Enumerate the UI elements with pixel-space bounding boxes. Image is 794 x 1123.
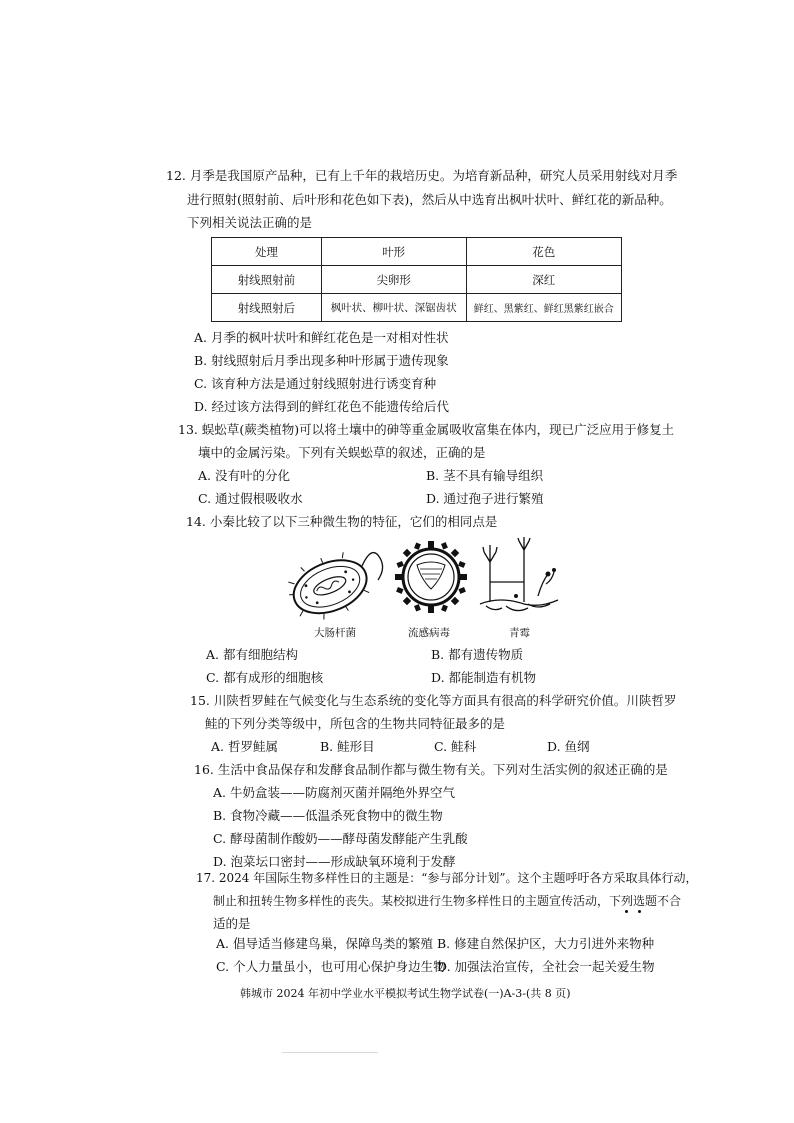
- figure-label-penicillium: 青霉: [509, 627, 530, 639]
- q14-option-c: C. 都有成形的细胞核: [206, 670, 324, 685]
- table-cell: 尖卵形: [321, 266, 466, 294]
- q17-option-c: C. 个人力量虽小，也可用心保护身边生物: [216, 959, 446, 974]
- q17-stem-line2: 制止和扭转生物多样性的丧失。某校拟进行生物多样性日的主题宣传活动，下列选题不合: [213, 894, 682, 908]
- q16-option-c: C. 酵母菌制作酸奶——酵母菌发酵能产生乳酸: [213, 831, 468, 846]
- table-row: [212, 266, 622, 294]
- table-cell: 枫叶状、柳叶状、深锯齿状: [321, 294, 466, 322]
- q15-option-c: C. 鲑科: [434, 739, 477, 754]
- q14-stem-line1: 14. 小秦比较了以下三种微生物的特征，它们的相同点是: [186, 514, 498, 529]
- e-coli-figure: [282, 540, 388, 622]
- q15-option-a: A. 哲罗鲑属: [211, 739, 278, 754]
- table-cell: 射线照射后: [212, 294, 322, 322]
- emphasis-dot: [638, 910, 641, 913]
- table-cell: 深红: [466, 266, 622, 294]
- q15-stem-line2: 鲑的下列分类等级中，所包含的生物共同特征最多的是: [205, 716, 506, 731]
- table-cell: 射线照射前: [212, 266, 322, 294]
- q16-stem-line1: 16. 生活中食品保存和发酵食品制作都与微生物有关。下列对生活实例的叙述正确的是: [194, 762, 668, 777]
- page-footer: 韩城市 2024 年初中学业水平模拟考试生物学试卷(一)A-3-(共 8 页): [240, 987, 571, 1000]
- q16-option-d: D. 泡菜坛口密封——形成缺氧环境利于发酵: [213, 854, 456, 869]
- q14-option-b: B. 都有遗传物质: [431, 647, 524, 662]
- table-row: [212, 294, 622, 322]
- q16-option-b: B. 食物冷藏——低温杀死食物中的微生物: [213, 808, 443, 823]
- q13-stem-line1: 13. 蜈蚣草(蕨类植物)可以将土壤中的砷等重金属吸收富集在体内，现已广泛应用于修复土: [178, 422, 675, 437]
- figure-label-ecoli: 大肠杆菌: [314, 627, 356, 639]
- q14-option-d: D. 都能制造有机物: [431, 670, 537, 685]
- q12-option-a: A. 月季的枫叶状叶和鲜红花色是一对相对性状: [194, 330, 449, 345]
- q12-stem-line1: 12. 月季是我国原产品种，已有上千年的栽培历史。为培育新品种，研究人员采用射线对月季: [166, 168, 678, 183]
- table-header-cell: 花色: [466, 238, 622, 266]
- q12-table: [211, 237, 622, 322]
- q13-stem-line2: 壤中的金属污染。下列有关蜈蚣草的叙述，正确的是: [198, 445, 486, 460]
- scan-artifact-line: [282, 1052, 378, 1053]
- q13-option-a: A. 没有叶的分化: [198, 468, 290, 483]
- q17-option-a: A. 倡导适当修建鸟巢，保障鸟类的繁殖: [216, 936, 433, 951]
- emphasis-dot: [625, 910, 628, 913]
- penicillium-figure: [476, 536, 566, 622]
- q17-option-b: B. 修建自然保护区，大力引进外来物种: [437, 936, 655, 951]
- q16-option-a: A. 牛奶盒装——防腐剂灭菌并隔绝外界空气: [213, 785, 455, 800]
- q12-stem-line3: 下列相关说法正确的是: [187, 215, 313, 230]
- q12-option-c: C. 该育种方法是通过射线照射进行诱变育种: [194, 376, 437, 391]
- q12-option-d: D. 经过该方法得到的鲜红花色不能遗传给后代: [194, 399, 450, 414]
- figure-label-virus: 流感病毒: [408, 627, 450, 639]
- q17-stem-line3: 适的是: [213, 916, 251, 931]
- influenza-virus-figure: [394, 538, 468, 616]
- q13-option-b: B. 茎不具有输导组织: [426, 468, 544, 483]
- q15-option-b: B. 鲑形目: [320, 739, 375, 754]
- q15-option-d: D. 鱼纲: [547, 739, 590, 754]
- q17-option-d: D. 加强法治宣传，全社会一起关爱生物: [437, 959, 655, 974]
- q14-option-a: A. 都有细胞结构: [206, 647, 298, 662]
- q12-stem-line2: 进行照射(照射前、后叶形和花色如下表)，然后从中选育出枫叶状叶、鲜红花的新品种。: [187, 192, 672, 207]
- q13-option-c: C. 通过假根吸收水: [198, 491, 303, 506]
- table-cell: 鲜红、黑紫红、鲜红黑紫红嵌合: [466, 294, 622, 322]
- q17-stem-line1: 17. 2024 年国际生物多样性日的主题是：“参与部分计划”。这个主题呼吁各方采取具体行动，: [196, 871, 698, 885]
- q13-option-d: D. 通过孢子进行繁殖: [426, 491, 544, 506]
- q15-stem-line1: 15. 川陕哲罗鲑在气候变化与生态系统的变化等方面具有很高的科学研究价值。川陕哲罗: [190, 693, 677, 708]
- table-header-cell: 处理: [212, 238, 322, 266]
- table-header-row: [212, 238, 622, 266]
- table-header-cell: 叶形: [321, 238, 466, 266]
- q12-option-b: B. 射线照射后月季出现多种叶形属于遗传现象: [194, 353, 449, 368]
